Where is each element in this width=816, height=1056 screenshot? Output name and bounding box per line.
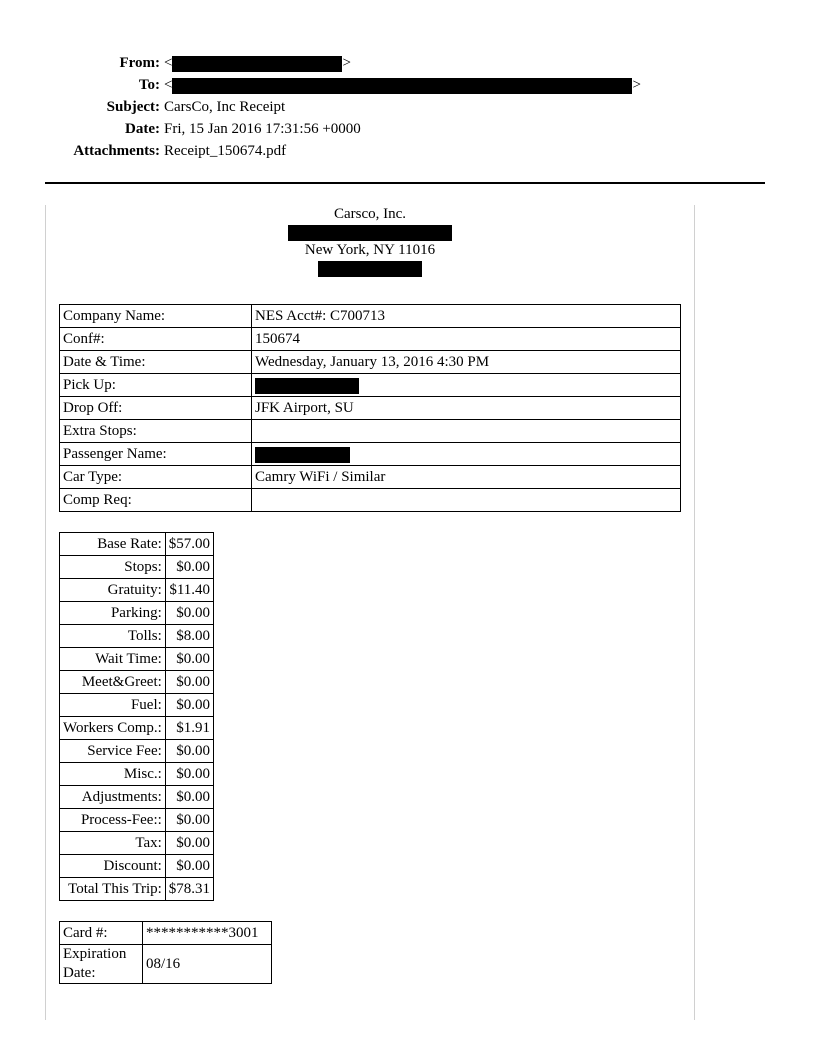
fee-label: Meet&Greet:: [60, 671, 166, 694]
card-number-label: Card #:: [60, 922, 143, 945]
fee-row: [60, 832, 214, 855]
fee-label: Wait Time:: [60, 648, 166, 671]
info-value: 150674: [252, 328, 681, 351]
fee-amount: $0.00: [165, 556, 213, 579]
date-label: Date:: [125, 121, 160, 137]
fee-row: [60, 786, 214, 809]
fee-label: Adjustments:: [60, 786, 166, 809]
fee-row: [60, 740, 214, 763]
card-number-row: [60, 922, 272, 945]
fee-label: Fuel:: [60, 694, 166, 717]
info-label: Pick Up:: [60, 374, 252, 397]
redacted-from-address: [172, 56, 342, 72]
info-value: Wednesday, January 13, 2016 4:30 PM: [252, 351, 681, 374]
info-label: Car Type:: [60, 466, 252, 489]
info-row: [60, 466, 681, 489]
fee-label: Parking:: [60, 602, 166, 625]
fee-label: Service Fee:: [60, 740, 166, 763]
fee-row: [60, 648, 214, 671]
info-label: Conf#:: [60, 328, 252, 351]
redacted-value: [255, 378, 359, 394]
info-label: Comp Req:: [60, 489, 252, 512]
info-row: [60, 489, 681, 512]
frame-right-border: [694, 205, 695, 1020]
info-row: [60, 374, 681, 397]
to-value: [164, 74, 641, 96]
info-value: JFK Airport, SU: [252, 397, 681, 420]
card-expiration-label: Expiration Date:: [60, 945, 143, 984]
info-label: Extra Stops:: [60, 420, 252, 443]
fee-amount: $0.00: [165, 602, 213, 625]
card-number-value: ***********3001: [143, 922, 272, 945]
to-bracket-open: <: [164, 77, 173, 93]
fare-breakdown-table: [59, 532, 214, 901]
info-row: [60, 351, 681, 374]
fee-label: Workers Comp.:: [60, 717, 166, 740]
fee-row: [60, 533, 214, 556]
redacted-phone: [318, 261, 422, 277]
fee-amount: $0.00: [165, 648, 213, 671]
info-label: Company Name:: [60, 305, 252, 328]
fee-row: [60, 855, 214, 878]
company-name: Carsco, Inc.: [333, 206, 407, 222]
fee-amount: $0.00: [165, 809, 213, 832]
date-value: Fri, 15 Jan 2016 17:31:56 +0000: [164, 121, 361, 137]
from-label: From:: [119, 55, 160, 71]
attachments-label: Attachments:: [73, 143, 160, 159]
card-expiration-row: [60, 945, 272, 984]
fee-amount: $0.00: [165, 763, 213, 786]
card-expiration-value: 08/16: [143, 945, 272, 984]
subject-label: Subject:: [106, 99, 160, 115]
from-bracket-close: >: [342, 55, 351, 71]
fee-label: Misc.:: [60, 763, 166, 786]
info-row: [60, 443, 681, 466]
fee-row: [60, 717, 214, 740]
fee-label: Total This Trip:: [60, 878, 166, 901]
info-value: Camry WiFi / Similar: [252, 466, 681, 489]
to-label: To:: [138, 77, 160, 93]
fee-label: Tolls:: [60, 625, 166, 648]
fee-row: [60, 671, 214, 694]
fee-label: Discount:: [60, 855, 166, 878]
fee-amount: $11.40: [165, 579, 213, 602]
attachment-link[interactable]: Receipt_150674.pdf: [164, 143, 287, 159]
info-value: NES Acct#: C700713: [252, 305, 681, 328]
frame-left-border: [45, 205, 46, 1020]
fee-label: Gratuity:: [60, 579, 166, 602]
fee-amount: $0.00: [165, 786, 213, 809]
fee-label: Base Rate:: [60, 533, 166, 556]
fee-row: [60, 579, 214, 602]
fee-amount: $57.00: [165, 533, 213, 556]
info-row: [60, 420, 681, 443]
info-row: [60, 305, 681, 328]
fee-amount: $8.00: [165, 625, 213, 648]
company-block: [45, 205, 695, 277]
fee-amount: $0.00: [165, 855, 213, 878]
fee-row: [60, 763, 214, 786]
info-row: [60, 397, 681, 420]
redacted-value: [255, 447, 350, 463]
total-row: [60, 878, 214, 901]
fee-row: [60, 602, 214, 625]
redacted-phone-line: [45, 259, 695, 277]
fee-amount: $78.31: [165, 878, 213, 901]
fee-amount: $0.00: [165, 671, 213, 694]
info-label: Drop Off:: [60, 397, 252, 420]
fee-label: Tax:: [60, 832, 166, 855]
info-label: Date & Time:: [60, 351, 252, 374]
fee-amount: $0.00: [165, 832, 213, 855]
header-divider: [45, 182, 765, 184]
info-value: [252, 443, 681, 466]
from-bracket-open: <: [164, 55, 173, 71]
fee-row: [60, 556, 214, 579]
fee-label: Stops:: [60, 556, 166, 579]
fee-row: [60, 625, 214, 648]
fee-row: [60, 809, 214, 832]
info-value: [252, 489, 681, 512]
trip-info-table: [59, 304, 681, 512]
payment-card-table: [59, 921, 272, 984]
info-value: [252, 420, 681, 443]
info-value: [252, 374, 681, 397]
from-value: [164, 52, 351, 74]
fee-amount: $1.91: [165, 717, 213, 740]
company-city: New York, NY 11016: [304, 242, 436, 258]
redacted-street: [288, 225, 452, 241]
fee-amount: $0.00: [165, 740, 213, 763]
info-row: [60, 328, 681, 351]
info-label: Passenger Name:: [60, 443, 252, 466]
subject-value: CarsCo, Inc Receipt: [164, 99, 286, 115]
fee-amount: $0.00: [165, 694, 213, 717]
fee-row: [60, 694, 214, 717]
fee-label: Process-Fee::: [60, 809, 166, 832]
redacted-address-line: [45, 223, 695, 241]
to-bracket-close: >: [632, 77, 641, 93]
redacted-to-address: [172, 78, 632, 94]
